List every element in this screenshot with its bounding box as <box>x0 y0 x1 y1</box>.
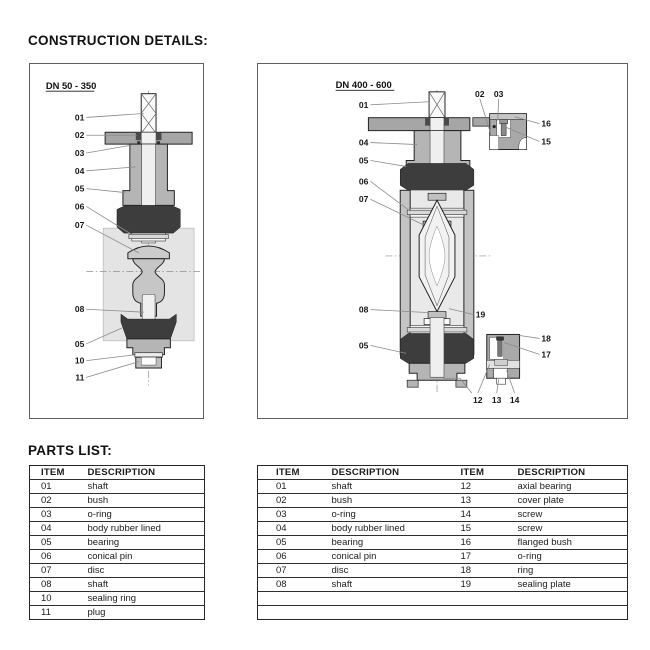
table-cell: disc <box>332 564 461 578</box>
callout-07-label: 07 <box>358 194 369 205</box>
table-cell: sealing plate <box>518 578 628 592</box>
table-row <box>30 480 205 494</box>
table-cell: 06 <box>30 550 88 564</box>
axial-bearing-detail-view <box>487 334 520 384</box>
diagram-dn50-350 <box>29 63 204 419</box>
table-cell: 07 <box>258 564 332 578</box>
table-row <box>30 536 205 550</box>
table-row <box>258 494 628 508</box>
table-row <box>258 550 628 564</box>
callout-13-label: 13 <box>491 395 502 406</box>
valve-cross-section <box>368 90 492 394</box>
table-cell: shaft <box>88 480 205 494</box>
callout-08-label: 08 <box>358 304 369 315</box>
table-cell: 05 <box>30 536 88 550</box>
screw <box>501 124 506 136</box>
screw-head <box>500 120 508 124</box>
column-header: DESCRIPTION <box>87 467 156 478</box>
flange-step <box>473 118 492 126</box>
foot-right <box>456 380 467 387</box>
parts-table-dn50-350 <box>29 465 205 620</box>
table-cell: 08 <box>258 578 332 592</box>
table-cell: ring <box>518 564 628 578</box>
callout-12-label: 12 <box>473 395 483 406</box>
callout-05b-label: 05 <box>358 340 369 351</box>
axial-bearing <box>495 359 508 365</box>
table-row <box>30 508 205 522</box>
table-cell: screw <box>518 508 628 522</box>
shaft-bore <box>430 118 444 131</box>
callout-06-label: 06 <box>74 201 85 212</box>
o-ring-dot <box>493 125 496 128</box>
bush-left <box>136 132 141 140</box>
table-cell: 17 <box>461 550 518 564</box>
table-cell: bearing <box>332 536 461 550</box>
table-cell: shaft <box>332 578 461 592</box>
callout-07-label: 07 <box>74 220 85 231</box>
upper-bearing-seal <box>400 163 474 190</box>
header-row <box>258 466 628 480</box>
table-cell <box>258 606 332 620</box>
callout-05b-label: 05 <box>74 338 85 349</box>
table-cell <box>518 606 628 620</box>
bottom-slot <box>494 368 508 378</box>
header-row <box>30 466 205 480</box>
callout-19-label: 19 <box>475 309 486 320</box>
parts-table-dn400-600 <box>257 465 628 620</box>
table-cell: 08 <box>30 578 88 592</box>
table-cell: 04 <box>258 522 332 536</box>
table-row <box>258 480 628 494</box>
table-cell: bearing <box>88 536 205 550</box>
foot-left <box>407 380 418 387</box>
table-cell: 16 <box>461 536 518 550</box>
table-row <box>30 592 205 606</box>
table-cell: shaft <box>88 578 205 592</box>
construction-details-title: CONSTRUCTION DETAILS: <box>28 33 209 48</box>
table-cell: disc <box>88 564 205 578</box>
table-cell: body rubber lined <box>88 522 205 536</box>
bush-right <box>444 118 449 126</box>
callout-labels <box>75 112 85 382</box>
top-flange <box>368 118 469 131</box>
table-cell: 14 <box>461 508 518 522</box>
callout-06-label: 06 <box>358 176 369 187</box>
callout-16-label: 16 <box>541 118 551 129</box>
callout-01-label: 01 <box>358 99 369 110</box>
table-cell: sealing ring <box>88 592 205 606</box>
table-row <box>30 494 205 508</box>
flanged-bush-detail-view <box>490 114 527 150</box>
column-header: ITEM <box>460 467 485 478</box>
table-cell: conical pin <box>88 550 205 564</box>
callout-05-label: 05 <box>74 183 85 194</box>
table-cell <box>461 606 518 620</box>
table-row <box>258 564 628 578</box>
sealing-ring <box>135 353 163 357</box>
callout-08-label: 08 <box>74 304 85 315</box>
callout-18-label: 18 <box>541 333 551 344</box>
table-cell: 11 <box>30 606 88 620</box>
bush-right <box>156 132 161 140</box>
callout-11-label: 11 <box>75 372 85 383</box>
table-cell: bush <box>332 494 461 508</box>
dn50-350-drawing <box>30 64 203 418</box>
table-cell: o-ring <box>88 508 205 522</box>
table-row <box>30 550 205 564</box>
screw <box>498 340 502 356</box>
table-cell <box>461 592 518 606</box>
table-cell: cover plate <box>518 494 628 508</box>
table-row <box>30 606 205 620</box>
lower-shaft-channel <box>430 318 444 378</box>
table-cell: 12 <box>461 480 518 494</box>
callout-15-label: 15 <box>541 136 551 147</box>
table-cell: 07 <box>30 564 88 578</box>
table-cell: 13 <box>461 494 518 508</box>
column-header: DESCRIPTION <box>517 467 586 478</box>
table-cell: 06 <box>258 550 332 564</box>
callout-02-label: 02 <box>475 88 485 99</box>
table-row <box>258 606 628 620</box>
table-cell: 18 <box>461 564 518 578</box>
callout-01-label: 01 <box>74 112 85 123</box>
callout-03-label: 03 <box>493 88 504 99</box>
table-cell: o-ring <box>332 508 461 522</box>
table-cell <box>258 592 332 606</box>
table-cell: bush <box>88 494 205 508</box>
column-header: ITEM <box>41 467 65 478</box>
callout-04-label: 04 <box>74 165 85 176</box>
upper-bearing-seal <box>117 205 180 233</box>
table-cell <box>332 606 461 620</box>
size-range-label: DN 400 - 600 <box>335 79 392 91</box>
table-cell: axial bearing <box>518 480 628 494</box>
callout-10-label: 10 <box>74 355 85 366</box>
size-range-label: DN 50 - 350 <box>45 79 97 91</box>
shaft-bore <box>141 132 156 144</box>
table-cell: 15 <box>461 522 518 536</box>
table-cell: conical pin <box>332 550 461 564</box>
lower-housing <box>127 339 170 355</box>
table-cell: body rubber lined <box>332 522 461 536</box>
table-cell: shaft <box>332 480 461 494</box>
callout-14-label: 14 <box>509 395 520 406</box>
table-row <box>258 578 628 592</box>
callout-05-label: 05 <box>358 155 369 166</box>
bush-left <box>425 118 430 126</box>
table-cell <box>518 592 628 606</box>
table-cell: 02 <box>258 494 332 508</box>
table-row <box>30 522 205 536</box>
table-row <box>30 578 205 592</box>
table-row <box>258 522 628 536</box>
table-cell: 03 <box>258 508 332 522</box>
table-cell: 04 <box>30 522 88 536</box>
table-row <box>258 508 628 522</box>
table-cell <box>332 592 461 606</box>
table-row <box>258 592 628 606</box>
table-cell: 01 <box>30 480 88 494</box>
callout-03-label: 03 <box>74 147 85 158</box>
table-cell: o-ring <box>518 550 628 564</box>
table-cell: 10 <box>30 592 88 606</box>
table-row <box>30 564 205 578</box>
callout-17-label: 17 <box>541 349 551 360</box>
table-row <box>258 536 628 550</box>
column-header: DESCRIPTION <box>331 467 400 478</box>
detail-notch <box>490 136 499 150</box>
dn400-600-drawing <box>258 64 627 418</box>
callout-04-label: 04 <box>358 137 369 148</box>
table-cell: 03 <box>30 508 88 522</box>
callout-02-label: 02 <box>74 130 85 141</box>
table-cell: 01 <box>258 480 332 494</box>
diagram-dn400-600 <box>257 63 628 419</box>
ring <box>496 336 503 340</box>
conical-pin <box>129 235 169 239</box>
plug-bore <box>141 357 156 365</box>
table-cell: 05 <box>258 536 332 550</box>
table-cell: 02 <box>30 494 88 508</box>
column-header: ITEM <box>276 467 300 478</box>
parts-list-title: PARTS LIST: <box>28 443 113 458</box>
table-cell: screw <box>518 522 628 536</box>
table-cell: 19 <box>461 578 518 592</box>
table-cell: flanged bush <box>518 536 628 550</box>
table-cell: plug <box>88 606 205 620</box>
